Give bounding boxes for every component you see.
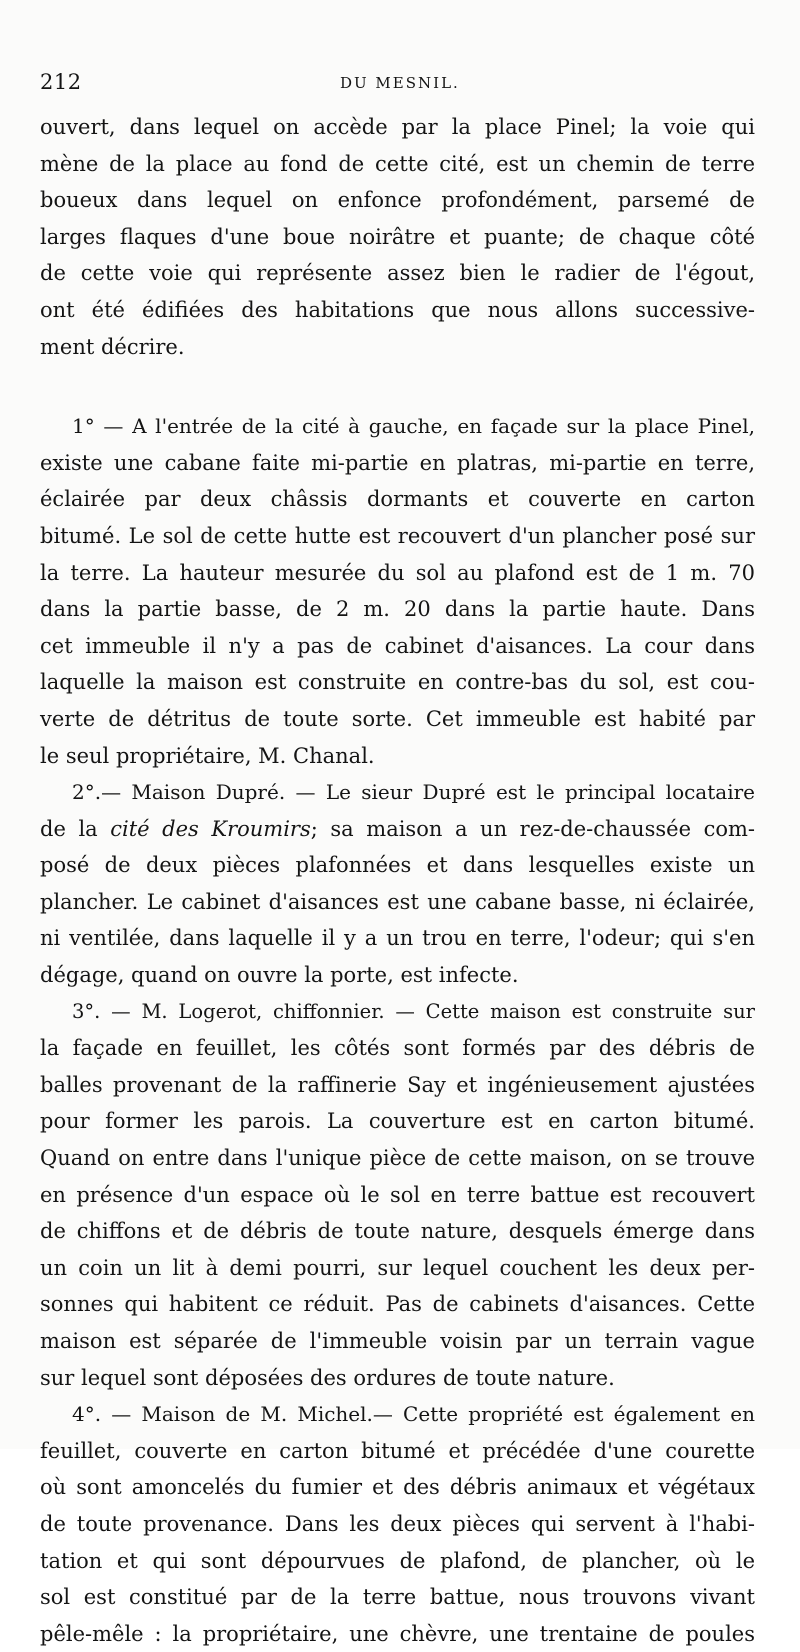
text-line: sol est constitué par de la terre battue, nous trouvons vivant — [40, 1585, 755, 1610]
text-line: posé de deux pièces plafonnées et dans lesquelles existe un — [40, 853, 755, 878]
text-line: laquelle la maison est construite en contre-bas du sol, est cou- — [40, 670, 755, 695]
text-line: sonnes qui habitent ce réduit. Pas de cabinets d'aisances. Cette — [40, 1292, 755, 1317]
text-line: de toute provenance. Dans les deux pièces qui servent à l'habi- — [40, 1511, 755, 1536]
text-line: ment décrire. — [40, 334, 185, 359]
text-line: sur lequel sont déposées des ordures de toute nature. — [40, 1365, 615, 1390]
text-line: pêle-mêle : la propriétaire, une chèvre, une trentaine de poules — [40, 1621, 755, 1646]
text-line: plancher. Le cabinet d'aisances est une cabane basse, ni éclairée, — [40, 889, 755, 914]
text-line: dans la partie basse, de 2 m. 20 dans la partie haute. Dans — [40, 597, 755, 622]
text-line: bitumé. Le sol de cette hutte est recouvert d'un plancher posé sur — [40, 523, 755, 548]
text-line: où sont amoncelés du fumier et des débris animaux et végétaux — [40, 1475, 755, 1500]
text-line — [40, 811, 755, 848]
text-line: de cette voie qui représente assez bien le radier de l'égout, — [40, 261, 755, 286]
text-line: un coin un lit à demi pourri, sur lequel couchent les deux per- — [40, 1255, 755, 1280]
text-line: boueux dans lequel on enfonce profondément, parsemé de — [40, 188, 755, 213]
text-line: Quand on entre dans l'unique pièce de cette maison, on se trouve — [40, 1146, 755, 1171]
text-line: existe une cabane faite mi-partie en platras, mi-partie en terre, — [40, 450, 755, 475]
text-line: maison est séparée de l'immeuble voisin par un terrain vague — [40, 1329, 755, 1353]
text-line: éclairée par deux châssis dormants et couverte en carton — [40, 487, 755, 512]
text-line: feuillet, couverte en carton bitumé et précédée d'une courette — [40, 1438, 755, 1463]
text-line: en présence d'un espace où le sol en terre battue est recouvert — [40, 1182, 755, 1207]
text-line: mène de la place au fond de cette cité, est un chemin de terre — [40, 151, 755, 176]
text-line: la façade en feuillet, les côtés sont formés par des débris de — [40, 1036, 755, 1061]
text-line: verte de détritus de toute sorte. Cet immeuble est habité par — [40, 706, 755, 731]
line-separator: ; — [310, 816, 331, 841]
line-rest: sa maison a un rez-de-chaussée com- — [330, 816, 755, 841]
text-line: ouvert, dans lequel on accède par la place Pinel; la voie qui — [40, 115, 755, 139]
page-header — [40, 70, 755, 100]
text-line: le seul propriétaire, M. Chanal. — [40, 743, 375, 768]
text-line: dégage, quand on ouvre la porte, est infecte. — [40, 963, 519, 988]
text-line: larges flaques d'une boue noirâtre et puante; de chaque côté — [40, 224, 755, 249]
text-line: 2°.— Maison Dupré. — Le sieur Dupré est le principal locataire — [72, 780, 755, 805]
line-prefix: de la — [40, 816, 111, 841]
text-line: tation et qui sont dépourvues de plafond, de plancher, où le — [40, 1548, 755, 1573]
text-line: ont été édifiées des habitations que nous allons successive- — [40, 297, 755, 322]
page-body — [40, 109, 755, 1652]
text-line: ni ventilée, dans laquelle il y a un trou en terre, l'odeur; qui s'en — [40, 926, 755, 951]
text-line: pour former les parois. La couverture est en carton bitumé. — [40, 1109, 755, 1134]
text-line: la terre. La hauteur mesurée du sol au plafond est de 1 m. 70 — [40, 560, 755, 585]
text-line: balles provenant de la raffinerie Say et ingénieusement ajustées — [40, 1072, 755, 1097]
text-line: 3°. — M. Logerot, chiffonnier. — Cette maison est construite sur — [72, 999, 755, 1023]
page-number: 212 — [40, 70, 82, 94]
italic-place-name: cité des Kroumirs — [110, 816, 311, 841]
running-head: DU MESNIL. — [340, 74, 460, 92]
text-line: 1° — A l'entrée de la cité à gauche, en façade sur la place Pinel, — [72, 414, 755, 439]
text-line: de chiffons et de débris de toute nature, desquels émerge dans — [40, 1219, 755, 1244]
text-line: cet immeuble il n'y a pas de cabinet d'aisances. La cour dans — [40, 633, 755, 658]
text-line: 4°. — Maison de M. Michel.— Cette propriété est également en — [72, 1402, 755, 1427]
